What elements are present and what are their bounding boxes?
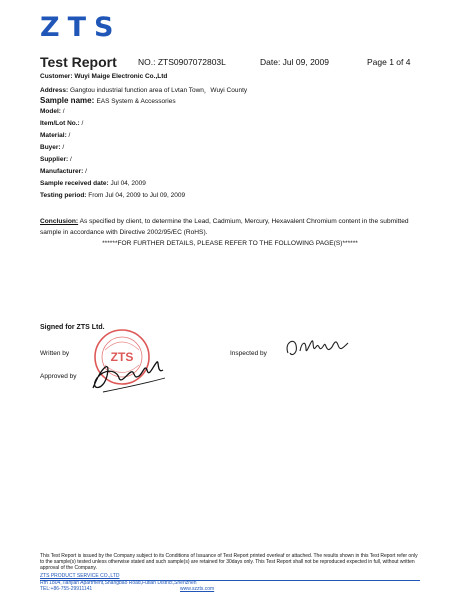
field-label: Buyer:: [40, 144, 63, 151]
field-value: /: [81, 120, 84, 127]
approved-by-label: Approved by: [40, 373, 77, 380]
field-label: Manufacturer:: [40, 168, 86, 175]
report-date: Date: Jul 09, 2009: [260, 57, 329, 67]
footer-company: ZTS PRODUCT SERVICE CO.,LTD: [40, 573, 120, 579]
field-label: Item/Lot No.:: [40, 120, 82, 127]
field-value: /: [62, 144, 65, 151]
field-value: Wuyi Maige Electronic Co.,Ltd: [74, 73, 168, 80]
field-label: Supplier:: [40, 156, 70, 163]
footer-website[interactable]: www.szzts.com: [180, 586, 215, 592]
field-value: /: [68, 132, 71, 139]
field-sample-received: [40, 180, 146, 187]
field-material: [40, 132, 70, 139]
field-value: From Jul 04, 2009 to Jul 09, 2009: [88, 192, 186, 199]
field-testing-period: [40, 192, 185, 199]
company-logo: ZTS: [40, 12, 122, 43]
further-details-note: ******FOR FURTHER DETAILS, PLEASE REFER TO THE FOLLOWING PAGE(S)******: [102, 240, 358, 247]
field-label: Testing period:: [40, 192, 89, 199]
footer-divider: [40, 580, 420, 581]
field-sample-name: [40, 96, 176, 105]
field-supplier: [40, 156, 72, 163]
inspected-by-label: Inspected by: [230, 350, 267, 357]
footer-tel: TEL:+86-755-29911141: [40, 586, 93, 592]
field-label: Sample name:: [40, 96, 97, 105]
field-model: [40, 108, 65, 115]
field-label: Material:: [40, 132, 69, 139]
footer: [40, 573, 420, 593]
field-manufacturer: [40, 168, 87, 175]
conclusion-text: As specified by client, to determine the Lead, Cadmium, Mercury, Hexavalent Chromium content in the submitted sample in accordance with Directive 2002/95/EC (RoHS).: [40, 218, 409, 236]
field-value: /: [69, 156, 72, 163]
field-buyer: [40, 144, 64, 151]
written-by-label: Written by: [40, 350, 70, 357]
field-address: [40, 85, 247, 94]
signed-for-label: Signed for ZTS Ltd.: [40, 324, 105, 331]
report-title: Test Report: [40, 54, 117, 70]
legal-disclaimer: This Test Report is issued by the Company subject to its Conditions of Issuance of Test Report printed overleaf or attached. The results shown in this Test Report refer only to the sample(s) tested unless otherwise stated and such sample(s) are retained for 30days only. This Test Report shall not be reproduced expected in full, without written approval of the Company.: [40, 553, 418, 572]
field-item-lot: [40, 120, 83, 127]
conclusion: [40, 216, 420, 238]
inspector-signature: [282, 333, 354, 367]
report-number: NO.: ZTS0907072803L: [138, 57, 226, 67]
report-header: [40, 54, 415, 70]
field-value: Gangtou industrial function area of Lvtan Town，Wuyi County: [69, 87, 248, 94]
field-label: Sample received date:: [40, 180, 111, 187]
approver-signature: [83, 348, 173, 398]
field-value: /: [85, 168, 87, 175]
field-value: EAS System & Accessories: [96, 98, 176, 105]
page-indicator: Page 1 of 4: [367, 57, 411, 67]
field-customer: [40, 73, 167, 80]
field-label: Address:: [40, 87, 70, 94]
field-label: Customer:: [40, 73, 75, 80]
footer-address: Rm 1804,Tianjian Apartment,Shangbao Road,Futian District,Shenzhen: [40, 579, 197, 586]
field-value: Jul 04, 2009: [110, 180, 146, 187]
field-value: /: [62, 108, 65, 115]
conclusion-label: Conclusion:: [40, 218, 79, 225]
field-label: Model:: [40, 108, 63, 115]
stamp-text: ZTS: [110, 350, 134, 364]
